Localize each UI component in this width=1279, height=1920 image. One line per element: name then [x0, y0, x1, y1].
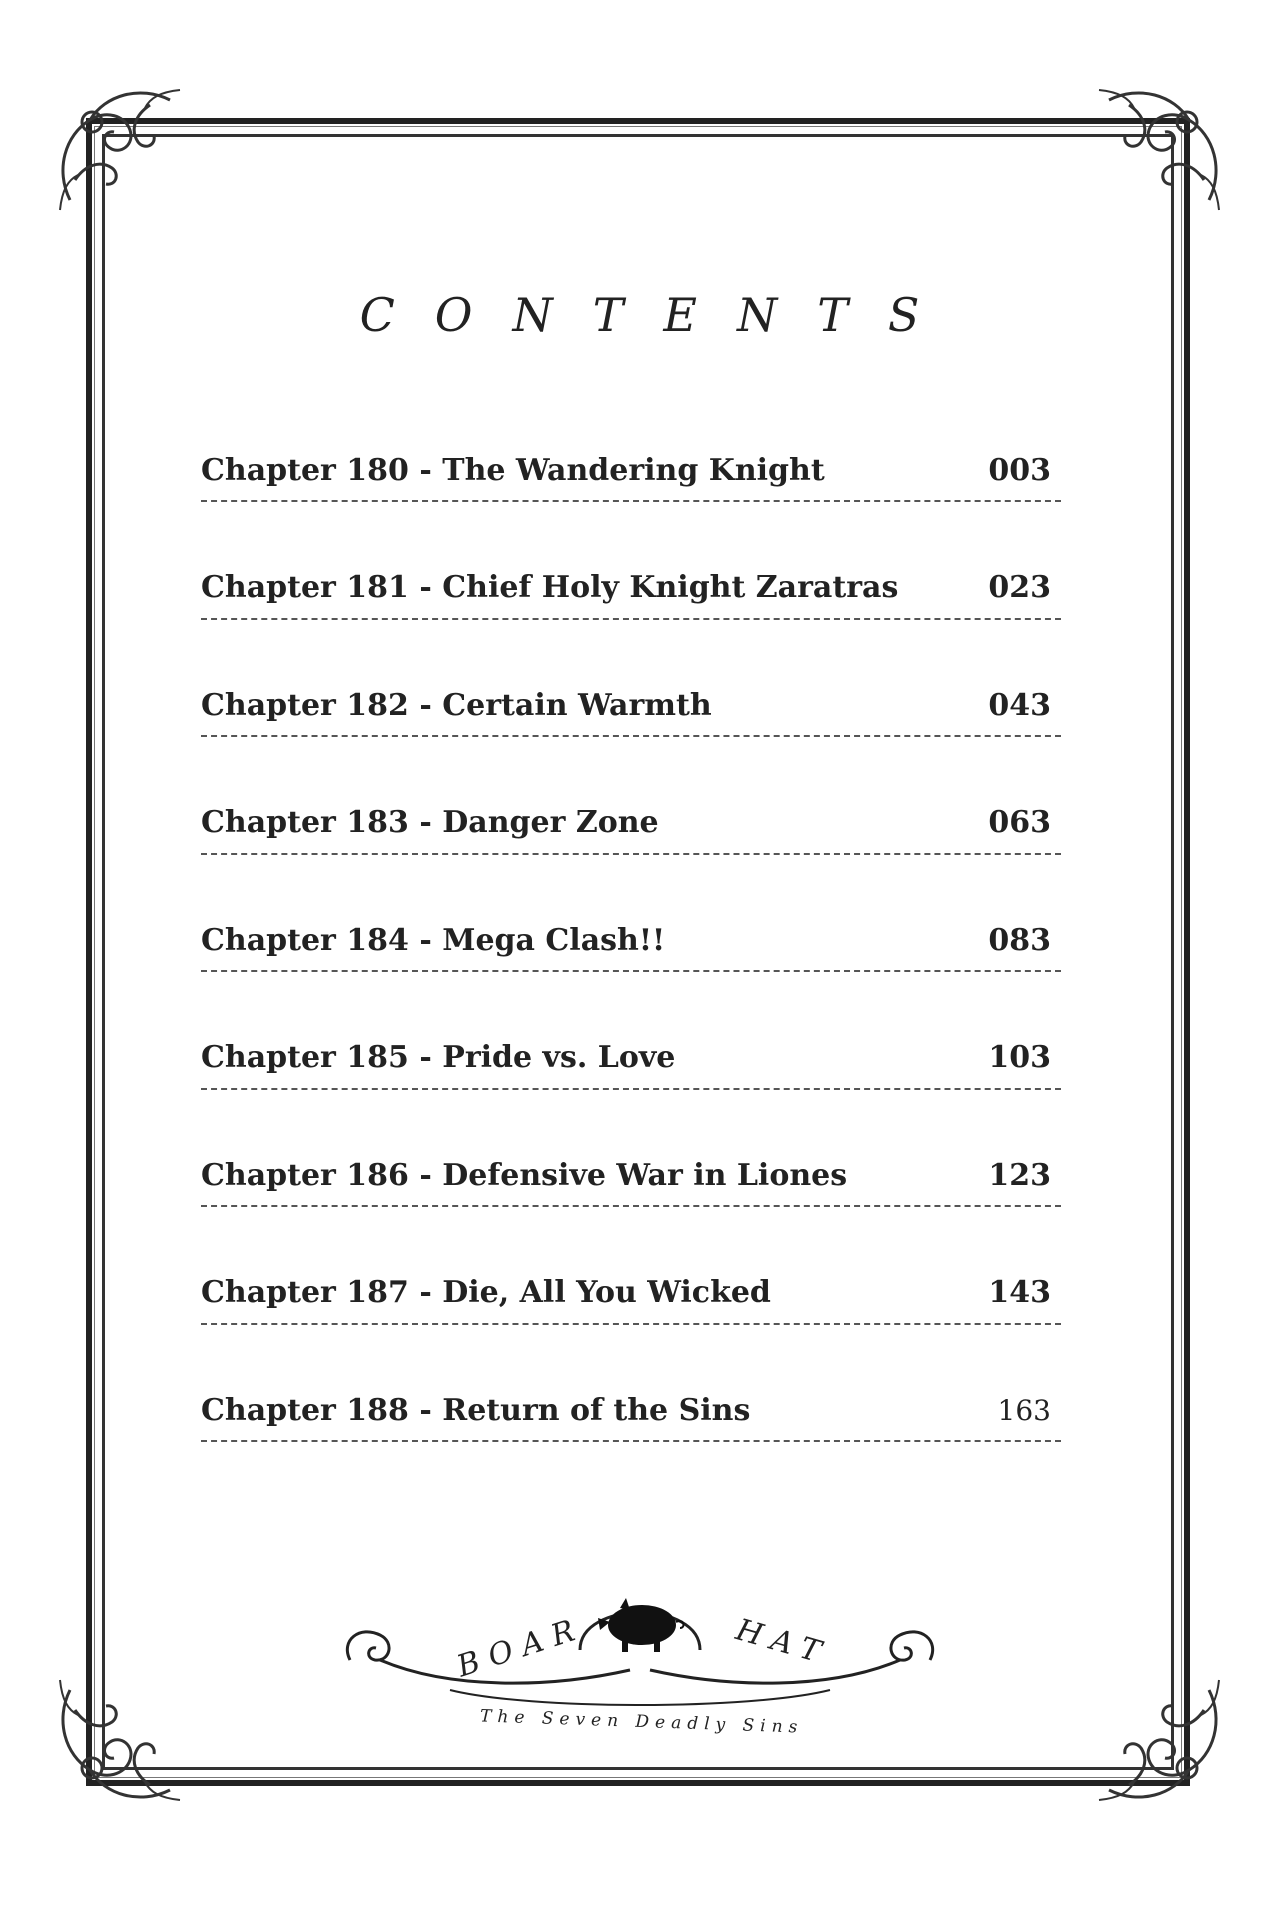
toc-entry[interactable] [201, 1145, 1061, 1263]
toc-page-number: 083 [988, 922, 1051, 958]
toc-chapter-title: Chapter 186 - Defensive War in Liones [201, 1157, 848, 1193]
contents-title: CONTENTS [359, 288, 960, 342]
toc-chapter-title: Chapter 180 - The Wandering Knight [201, 452, 825, 488]
logo-word-right: HAT [732, 1612, 835, 1673]
toc-entry[interactable] [201, 910, 1061, 1028]
logo-subtitle: The Seven Deadly Sins [479, 1706, 804, 1738]
toc-chapter-title: Chapter 181 - Chief Holy Knight Zaratras [201, 570, 899, 605]
toc-chapter-title: Chapter 183 - Danger Zone [201, 805, 659, 840]
table-of-contents [201, 440, 1061, 1498]
boar-icon [598, 1598, 683, 1652]
toc-page-number: 103 [988, 1040, 1051, 1075]
toc-entry[interactable] [201, 1028, 1061, 1146]
toc-entry[interactable] [201, 558, 1061, 676]
toc-page-number: 143 [988, 1275, 1051, 1310]
toc-page-number: 163 [997, 1393, 1051, 1427]
toc-chapter-title: Chapter 188 - Return of the Sins [201, 1392, 751, 1428]
toc-page-number: 003 [988, 452, 1051, 488]
corner-ornament-top-left [50, 80, 190, 220]
corner-ornament-bottom-right [1089, 1670, 1229, 1810]
toc-entry[interactable] [201, 1380, 1061, 1498]
toc-chapter-title: Chapter 182 - Certain Warmth [201, 687, 712, 723]
corner-ornament-top-right [1089, 80, 1229, 220]
toc-entry[interactable] [201, 1263, 1061, 1381]
corner-ornament-bottom-left [50, 1670, 190, 1810]
toc-chapter-title: Chapter 184 - Mega Clash!! [201, 922, 666, 958]
toc-page-number: 023 [988, 570, 1051, 605]
toc-chapter-title: Chapter 187 - Die, All You Wicked [201, 1275, 771, 1310]
toc-page-number: 123 [988, 1157, 1051, 1193]
toc-chapter-title: Chapter 185 - Pride vs. Love [201, 1040, 676, 1075]
toc-entry[interactable] [201, 440, 1061, 558]
toc-page-number: 043 [988, 687, 1051, 723]
toc-entry[interactable] [201, 675, 1061, 793]
toc-page-number: 063 [988, 805, 1051, 840]
toc-entry[interactable] [201, 793, 1061, 911]
logo-word-left: BOAR [452, 1610, 589, 1685]
